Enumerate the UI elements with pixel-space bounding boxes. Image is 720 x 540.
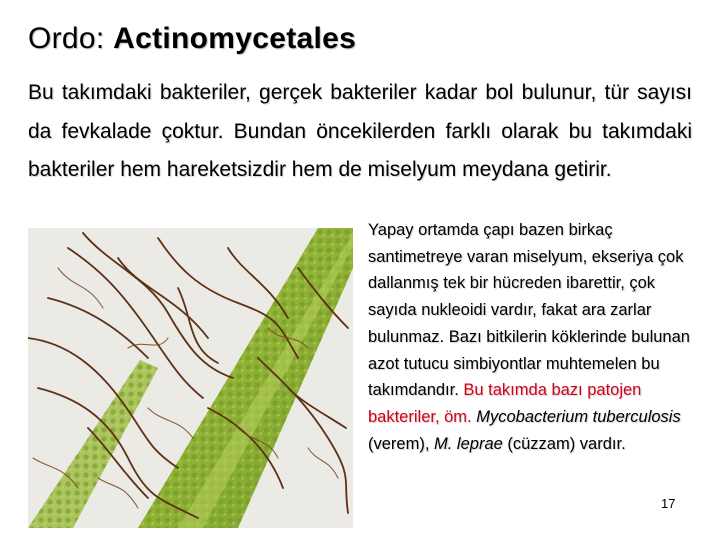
slide-title — [28, 22, 356, 56]
species-tuberculosis-note: (verem), — [368, 434, 430, 453]
micrograph-illustration — [28, 228, 353, 528]
species-leprae-note: (cüzzam) vardır — [507, 434, 622, 453]
side-text-end: . — [621, 434, 626, 453]
intro-paragraph: Bu takımdaki bakteriler, gerçek bakteriler kadar bol bulunur, tür sayısı da fevkalade çoktur. Bundan öncekilerden farklı olarak bu takımdaki bakteriler hem hareketsizdir hem de miselyum meydana getirir. — [28, 81, 692, 181]
species-tuberculosis: Mycobacterium tuberculosis — [476, 407, 681, 426]
page-number: 17 — [661, 496, 676, 511]
side-paragraph — [368, 217, 698, 457]
species-leprae: M. leprae — [434, 434, 503, 453]
side-text-highlight: Bu takımda bazı patojen bakteriler, öm. — [368, 381, 642, 426]
title-prefix: Ordo: — [28, 22, 114, 55]
actinomycete-micrograph — [28, 228, 353, 528]
side-text-main: Yapay ortamda çapı bazen birkaç santimetreye varan miselyum, ekseriya çok dallanmış tek bir hücreden ibarettir, çok sayıda nukleoidi vardır, fakat ara zarlar bulunmaz. Bazı bitkilerin köklerinde bulunan azot tutucu simbiyontlar muhtemelen bu takımdandır. — [368, 221, 690, 400]
title-taxon: Actinomycetales — [113, 22, 357, 55]
